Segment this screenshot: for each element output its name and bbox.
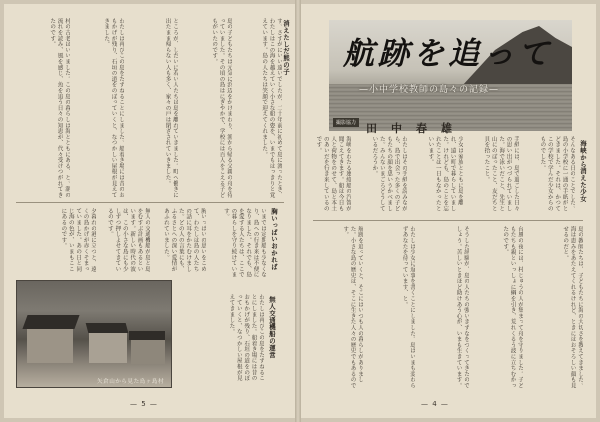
text-column: いまでは定期船も少なくなり、島への行き来は不便になりました。それでも、島を愛する人たちは、ここでの暮らしを守り続けています。 <box>222 208 266 278</box>
text-column: 少女は家族とともに島を離れ、遠い町で暮らしていました。けれども、島のことを忘れたことは一日もなかったといいます。 <box>427 136 463 212</box>
roof-shape <box>129 331 165 340</box>
article-subtitle: —小中学校教師の島々の記録— <box>359 85 500 95</box>
text-column: 航跡を追っていくと、そこにはいつも人の暮らしがありました。小さな島の歴史は、そこに生きた人々の歴史でもあるのです。 <box>342 226 363 389</box>
text-column: 台風の夜には、村じゅうの人が集まって舟を守りました。子どもたちも親といっしょに綱を引き、荒れくるう波に立ちむかったのです。 <box>502 226 523 389</box>
house-shape <box>27 329 73 363</box>
house-shape <box>89 333 127 363</box>
text-column: 海峡をわたる連絡船の汽笛が聞こえてきます。船は今日も人と荷物をのせて、島と本土のあいだを行き来しているのです。 <box>315 136 351 212</box>
text-column: そんなある日のことでした。島の小学校に一通の手紙がとどきました。それは、かつてこの学校で学んだ少女からのものでした。 <box>539 136 575 212</box>
text-column: す。さすがにいい遠いでしたが、二十年前に初めて島に渡ったとき、わたしはこの海を越えていく小さな船の姿を、いまでもはっきりと覚えています。島の人たちは笑顔で迎えてくれました。 <box>261 18 282 198</box>
article-title: 航跡を追って <box>343 36 553 72</box>
photo-caption: 矢倉山から見た鳥ヶ島村 <box>97 379 165 385</box>
text-column: 夕暮れの港に立つと、遠くの島かげが赤くそまっていました。あの日と同じ海の色が、いまもここにあるのです。 <box>60 208 96 272</box>
text-column: 無人の交通機船が島と島をむすぶ計画もあるといいます。新しい時代の波は、この小さな島にも少しずつ押しよせてきているのです。 <box>106 208 150 272</box>
author-name: 田中春雄 <box>366 122 466 135</box>
roof-shape <box>22 315 79 329</box>
section-heading: 消えたしだ熊の子 <box>282 20 290 76</box>
text-column: 村の古老はいいました。この島の暮らしは海とともにある、と。潮の流れを読み、風を感じ、魚を追う日々の知恵が、代々受けつがれてきたのです。 <box>49 18 70 198</box>
page-number: — 4 — <box>421 400 449 408</box>
right-page <box>301 4 596 418</box>
text-column: 島の子どもたちは元気に浜辺をかけまわり、漁から帰る父親の舟を待っていました。その頃の島はにぎやかで、学校には百人をこえる子どもがいたのです。 <box>211 18 232 198</box>
village-photo <box>16 280 172 388</box>
left-page <box>4 4 295 418</box>
text-column: 島の教師たちは、子どもたちに海の大切さを教えてきました。海は恵みをあたえてくれるけれど、ときにはおそろしい顔も見せるのだと。 <box>562 226 583 389</box>
text-column: わたしは少女に返事を書くことにしました。島はいまも変わらずあなたを待っています、と。 <box>401 226 415 389</box>
text-column: わたしは再びこの島をたずねることにしました。船着き場には昔のおもかげが残り、石垣の道をのぼっていくと、なつかしい屋根が見えてきました。 <box>103 18 124 198</box>
section-heading: 無人交通機船の運営 <box>268 296 276 359</box>
house-shape <box>131 340 165 364</box>
section-heading: 海峡から消えた少女 <box>579 140 587 203</box>
text-column: 胸いっぱいの思いをこめて、わたしは島の人たちの話に耳をかたむけました。どの人の言葉にも、ふるさとへの深い愛情があふれていました。 <box>162 208 206 272</box>
page-number: — 5 — <box>130 400 158 408</box>
roof-shape <box>86 323 129 333</box>
text-column: わたしは再びこの島をたずねることにしました。船着き場には昔のおもかげが残り、石垣の道をのぼっていくと、なつかしい屋根が見えてきました。 <box>228 294 264 381</box>
text-column: ところが、しだいに若い人たちは島を離れていきました。町へ働きに出たまま帰らない人も多く、家々の戸は閉ざされていきました。 <box>164 18 178 198</box>
section-heading: 胸いっぱいおかれば <box>270 208 278 271</box>
photo-credit-stamp: 撮影協力 <box>333 118 359 127</box>
hero-photo <box>329 20 572 131</box>
section-divider <box>313 220 583 221</box>
text-column: 手紙には、島で過ごした日々の思い出がつづられていました。海で泳いだこと、先生と山にのぼったこと、友だちと貝を拾ったこと。 <box>483 136 519 212</box>
text-column: そうした経験が、島の人たちの強いきずなをつくってきたのでしょう。苦しいときほど助けあう心が、いまも生きています。 <box>455 226 469 389</box>
text-column: わたしはその手紙を読みながら、島で出会った多くの子どもたちの顔を思いうかべました。みんないまごろどうしているだろうか。 <box>371 136 407 212</box>
section-divider <box>16 202 284 203</box>
